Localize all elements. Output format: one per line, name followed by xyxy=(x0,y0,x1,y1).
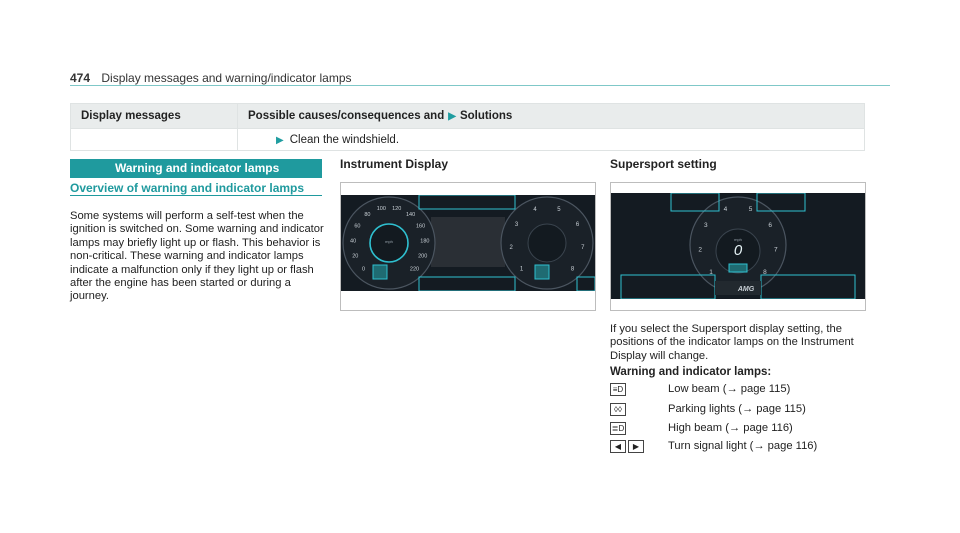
instrument-display-screen xyxy=(341,195,595,291)
tachometer-label: 6 xyxy=(575,221,580,228)
table-cell-empty xyxy=(71,129,238,151)
solution-text: Clean the windshield. xyxy=(289,133,400,146)
tachometer-label: 3 xyxy=(514,221,519,228)
section-title-bar: Warning and indicator lamps xyxy=(70,159,322,178)
supersport-tacho-label: 5 xyxy=(748,206,753,214)
supersport-paragraph: If you select the Supersport display setting, the positions of the indicator lamps on the Instrument Display will change. xyxy=(610,323,854,362)
lamp-label: High beam (→ page 116) xyxy=(668,422,793,434)
speedometer-label: 0 xyxy=(361,266,366,273)
parking-lights-icon: ◊◊ xyxy=(610,403,626,416)
supersport-tacho-label: 2 xyxy=(698,246,703,254)
speedometer-label: 60 xyxy=(354,223,361,230)
supersport-speed-unit: mph xyxy=(734,237,742,242)
speedometer-label: 100 xyxy=(376,205,386,212)
indicator-zone-right xyxy=(535,265,549,279)
table-row xyxy=(71,129,865,151)
speedometer-label: 160 xyxy=(416,223,426,230)
low-beam-icon: ≡D xyxy=(610,383,626,396)
header-divider xyxy=(70,85,890,86)
speedometer-label: 20 xyxy=(352,253,359,260)
page-title: Display messages and warning/indicator lamps xyxy=(101,71,352,85)
speedometer-label: 220 xyxy=(409,266,420,273)
display-messages-table xyxy=(70,103,865,151)
lamp-label: Parking lights (→ page 115) xyxy=(668,403,806,415)
column-header-solutions-text: Solutions xyxy=(459,110,513,122)
supersport-title: Supersport setting xyxy=(610,157,717,171)
supersport-tacho-label: 6 xyxy=(768,221,773,229)
speedometer-label: 140 xyxy=(406,212,416,219)
column-header-display-messages: Display messages xyxy=(71,104,238,129)
tachometer-label: 8 xyxy=(570,266,575,273)
intro-paragraph: Some systems will perform a self-test when the ignition is switched on. Some warning and indicator lamps may briefly light up or flash. This behavior is non-critical. These warning and indicator lamps indicate a malfunction only if they light up or flash after the engine has been started or during a journey. xyxy=(70,210,324,303)
column-header-causes-text: Possible causes/consequences and xyxy=(248,110,445,122)
speedometer-label: 200 xyxy=(418,253,428,260)
tachometer-label: 5 xyxy=(557,207,561,213)
supersport-figure xyxy=(610,182,866,311)
tachometer-label: 1 xyxy=(519,266,524,273)
speed-unit: mph xyxy=(385,239,393,244)
supersport-tacho-label: 8 xyxy=(763,268,767,276)
amg-logo: AMG xyxy=(737,286,755,293)
tachometer-label: 2 xyxy=(509,245,513,251)
speedometer-label: 180 xyxy=(420,238,430,245)
supersport-tacho-label: 4 xyxy=(723,206,728,214)
solution-arrow-icon: ▶ xyxy=(448,111,456,122)
column-header-causes xyxy=(238,104,865,129)
lamp-label: Turn signal light (→ page 116) xyxy=(668,440,818,452)
subheading-underline xyxy=(70,195,322,196)
table-cell-solution xyxy=(238,129,865,151)
subheading: Overview of warning and indicator lamps xyxy=(70,181,305,195)
supersport-tacho-label: 3 xyxy=(703,221,708,229)
step-arrow-icon: ▶ xyxy=(276,134,284,146)
page-header xyxy=(70,71,352,85)
speedometer-label: 80 xyxy=(364,212,371,219)
instrument-display-title: Instrument Display xyxy=(340,157,449,171)
high-beam-icon: ≣D xyxy=(610,422,626,435)
turn-signal-left-icon: ◀ xyxy=(610,440,626,453)
supersport-screen xyxy=(611,193,865,299)
supersport-tacho-label: 1 xyxy=(709,268,713,276)
instrument-display-figure xyxy=(340,182,596,311)
page-number: 474 xyxy=(70,71,91,85)
supersport-speed-value: 0 xyxy=(733,242,743,259)
table-header-row xyxy=(71,104,865,129)
supersport-zone-center xyxy=(729,264,747,272)
tachometer-center xyxy=(528,224,566,262)
speedometer-label: 40 xyxy=(350,238,357,245)
indicator-zone-left xyxy=(373,265,387,279)
lamp-label: Low beam (→ page 115) xyxy=(668,383,791,395)
turn-signal-right-icon: ▶ xyxy=(628,440,644,453)
speedometer-label: 120 xyxy=(392,205,402,212)
lamps-title: Warning and indicator lamps: xyxy=(610,366,772,378)
supersport-tacho-label: 7 xyxy=(773,246,778,254)
tachometer-label: 7 xyxy=(581,245,585,251)
tachometer-label: 4 xyxy=(533,207,537,213)
